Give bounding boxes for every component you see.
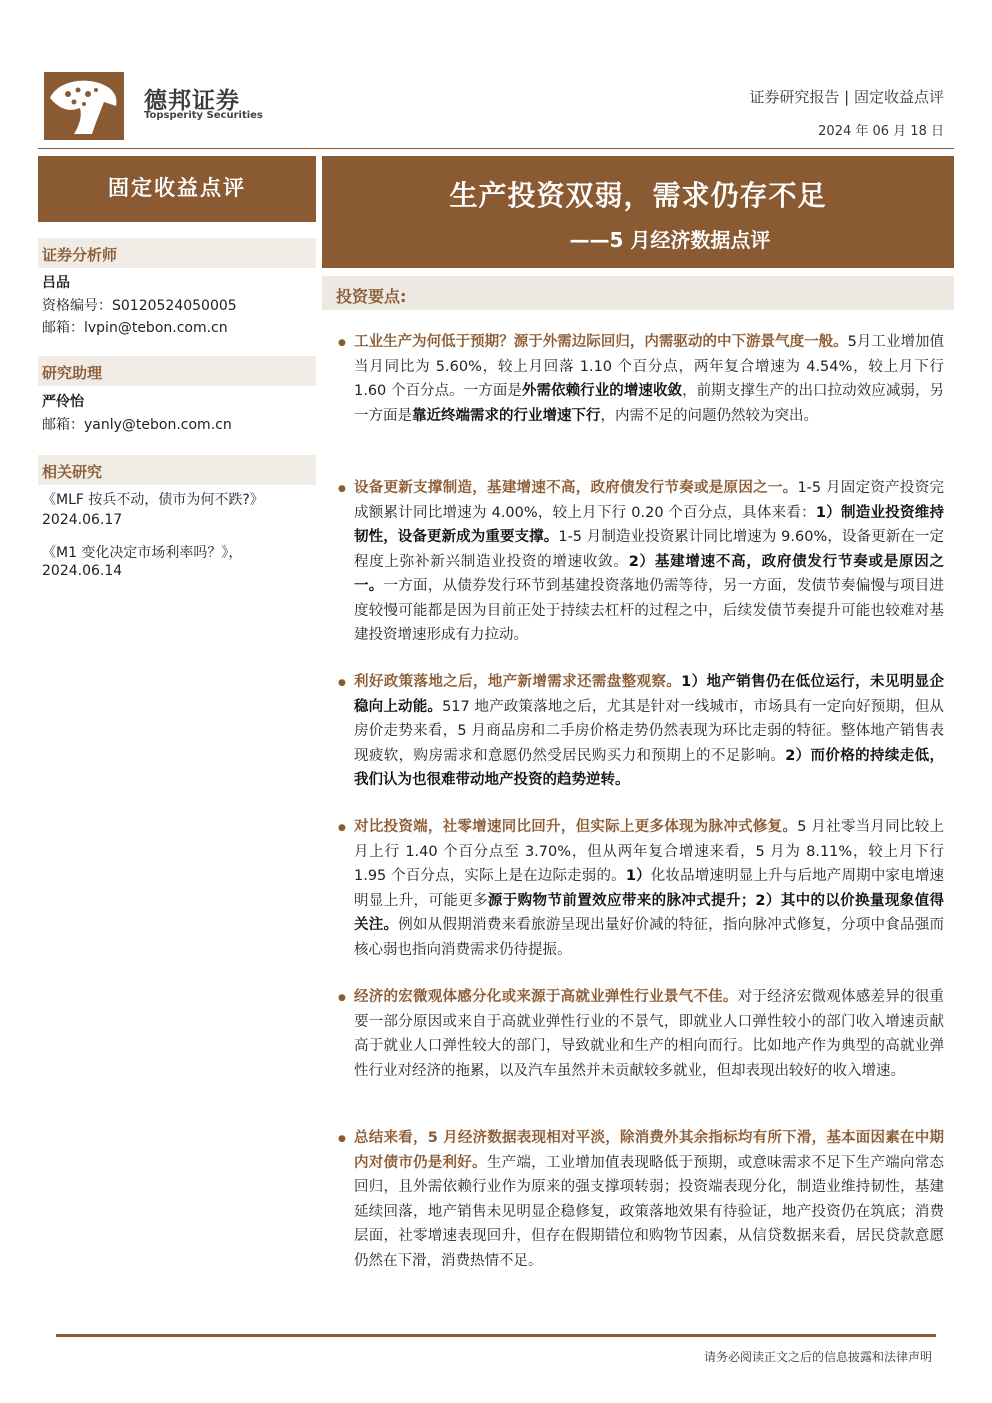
key-point-1 <box>354 330 944 428</box>
report-title: 生产投资双弱，需求仍存不足 <box>449 179 827 212</box>
key-point-text: 化妆品增速明显上升与后地产周期中家电增速明显上升，可能更多 <box>354 868 944 909</box>
analyst-cert: 资格编号：S0120524050005 <box>42 298 237 314</box>
key-point-6 <box>354 1126 944 1273</box>
key-point-text: 517 地产政策落地之后，尤其是针对一线城市，市场具有一定向好预期，但从房价走势来看，5 月商品房和二手房价格走势仍然表现为环比走弱的特征。整体地产销售表现疲软，购房需求和意愿仍然受居民购买力和预期上的不足影响。 <box>354 698 944 764</box>
company-name-en: Topsperity Securities <box>144 110 263 121</box>
key-points-label: 投资要点: <box>336 287 407 306</box>
key-point-text: ，内需不足的问题仍然较为突出。 <box>600 407 818 424</box>
header-divider <box>38 148 954 149</box>
related-section-title: 相关研究 <box>42 463 103 481</box>
key-point-highlight: 设备更新支撑制造，基建增速不高，政府债发行节奏或是原因之一。 <box>354 480 798 496</box>
key-point-bold: 1）制造业投资维持韧性，设备更新成为重要支撑。 <box>354 504 944 545</box>
report-date: 2024 年 06 月 18 日 <box>818 124 944 139</box>
key-point-2 <box>354 476 944 648</box>
sidebar-banner-title: 固定收益点评 <box>108 176 246 200</box>
related-report-title[interactable]: 《MLF 按兵不动，债市为何不跌?》 <box>42 492 264 508</box>
footer-divider <box>56 1334 936 1337</box>
key-point-text: ，前期支撑生产的出口拉动效应减弱，另一方面是 <box>354 383 944 424</box>
key-point-text: 5月工业增加值当月同比为 5.60%，较上月回落 1.10 个百分点，两年复合增速为 4.54%，较上月下行 1.60 个百分点。一方面是 <box>354 334 944 399</box>
key-point-3 <box>354 670 944 793</box>
key-point-bold: 源于购物节前置效应带来的脉冲式提升；2）其中的以价换量现象值得关注。 <box>354 892 945 933</box>
assistant-email: 邮箱：yanly@tebon.com.cn <box>42 417 232 433</box>
key-point-highlight: 利好政策落地之后，地产新增需求还需盘整观察。 <box>354 674 682 690</box>
analyst-name: 吕品 <box>42 275 70 291</box>
key-point-5 <box>354 985 944 1083</box>
key-point-highlight: 总结来看，5 月经济数据表现相对平淡，除消费外其余指标均有所下滑，基本面因素在中期内对债市仍是利好。 <box>354 1130 944 1171</box>
bullet-icon: ● <box>338 678 346 688</box>
report-type: 证券研究报告 | 固定收益点评 <box>749 88 944 106</box>
key-point-bold: 2）而价格的持续走低，我们认为也很难带动地产投资的趋势逆转。 <box>354 747 945 788</box>
key-point-bold: 1）地产销售仍在低位运行，未见明显企稳向上动能。 <box>354 674 944 715</box>
assistant-section-title: 研究助理 <box>42 364 103 382</box>
assistant-name: 严伶怡 <box>42 394 84 410</box>
key-point-highlight: 工业生产为何低于预期？源于外需边际回归，内需驱动的中下游景气度一般。 <box>354 334 848 350</box>
key-point-text: 1-5 月制造业投资累计同比增速为 9.60%，设备更新在一定程度上弥补新兴制造业投资的增速收敛。 <box>354 529 945 570</box>
bullet-icon: ● <box>338 1134 346 1144</box>
bullet-icon: ● <box>338 823 346 833</box>
bullet-icon: ● <box>338 338 346 348</box>
key-point-text: 1-5 月固定资产投资完成额累计同比增速为 4.00%，较上月下行 0.20 个百分点，具体来看： <box>354 480 944 521</box>
key-point-text: 一方面，从债券发行环节到基建投资落地仍需等待，另一方面，发债节奏偏慢与项目进度较慢可能都是因为目前正处于持续去杠杆的过程之中，后续发债节奏提升可能也较难对基建投资增速形成有力拉动。 <box>354 578 944 643</box>
key-point-4 <box>354 815 944 962</box>
disclaimer-note: 请务必阅读正文之后的信息披露和法律声明 <box>703 1350 932 1364</box>
analyst-email: 邮箱：lvpin@tebon.com.cn <box>42 320 228 336</box>
key-point-bold: 2）基建增速不高，政府债发行节奏或是原因之一。 <box>354 553 945 594</box>
key-point-text: 生产端，工业增加值表现略低于预期，或意味需求不足下生产端向常态回归，且外需依赖行业作为原来的强支撑项转弱；投资端表现分化，制造业维持韧性，基建延续回落，地产销售未见明显企稳修复，政策落地效果有待验证，地产投资仍在筑底；消费层面，社零增速表现回升，但存在假期错位和购物节因素，从信贷数据来看，居民贷款意愿仍然在下滑，消费热情不足。 <box>354 1154 945 1269</box>
key-points-header <box>322 276 954 310</box>
key-point-highlight: 对比投资端，社零增速同比回升，但实际上更多体现为脉冲式修复。 <box>354 819 798 835</box>
key-point-bold: 1） <box>625 868 651 884</box>
key-point-bold: 外需依赖行业的增速收敛 <box>521 383 683 399</box>
bullet-icon: ● <box>338 484 346 494</box>
bullet-icon: ● <box>338 993 346 1003</box>
key-point-text: 对于经济宏微观体感差异的很重要一部分原因或来自于高就业弹性行业的不景气，即就业人口弹性较小的部门收入增速贡献高于就业人口弹性较大的部门，导致就业和生产的相向而行。比如地产作为典型的高就业弹性行业对经济的拖累，以及汽车虽然并未贡献较多就业，但却表现出较好的收入增速。 <box>354 989 945 1079</box>
analyst-section-title: 证券分析师 <box>42 246 118 264</box>
related-report-date: 2024.06.17 <box>42 512 123 528</box>
company-name-cn: 德邦证券 <box>144 88 240 114</box>
related-report-title[interactable]: 《M1 变化决定市场利率吗？》， <box>42 545 243 561</box>
key-point-text: 5 月社零当月同比较上月上行 1.40 个百分点至 3.70%，但从两年复合增速来看，5 月为 8.11%，较上月下行 1.95 个百分点，实际上是在边际走弱的。 <box>354 819 944 884</box>
key-point-text: 例如从假期消费来看旅游呈现出量好价减的特征，指向脉冲式修复，分项中食品强而核心弱也指向消费需求仍待提振。 <box>354 917 945 958</box>
key-point-highlight: 经济的宏微观体感分化或来源于高就业弹性行业景气不佳。 <box>354 989 738 1005</box>
company-logo-icon <box>44 72 124 140</box>
key-point-bold: 靠近终端需求的行业增速下行 <box>412 407 601 424</box>
related-report-date: 2024.06.14 <box>42 563 123 579</box>
report-subtitle: ——5 月经济数据点评 <box>569 228 771 252</box>
